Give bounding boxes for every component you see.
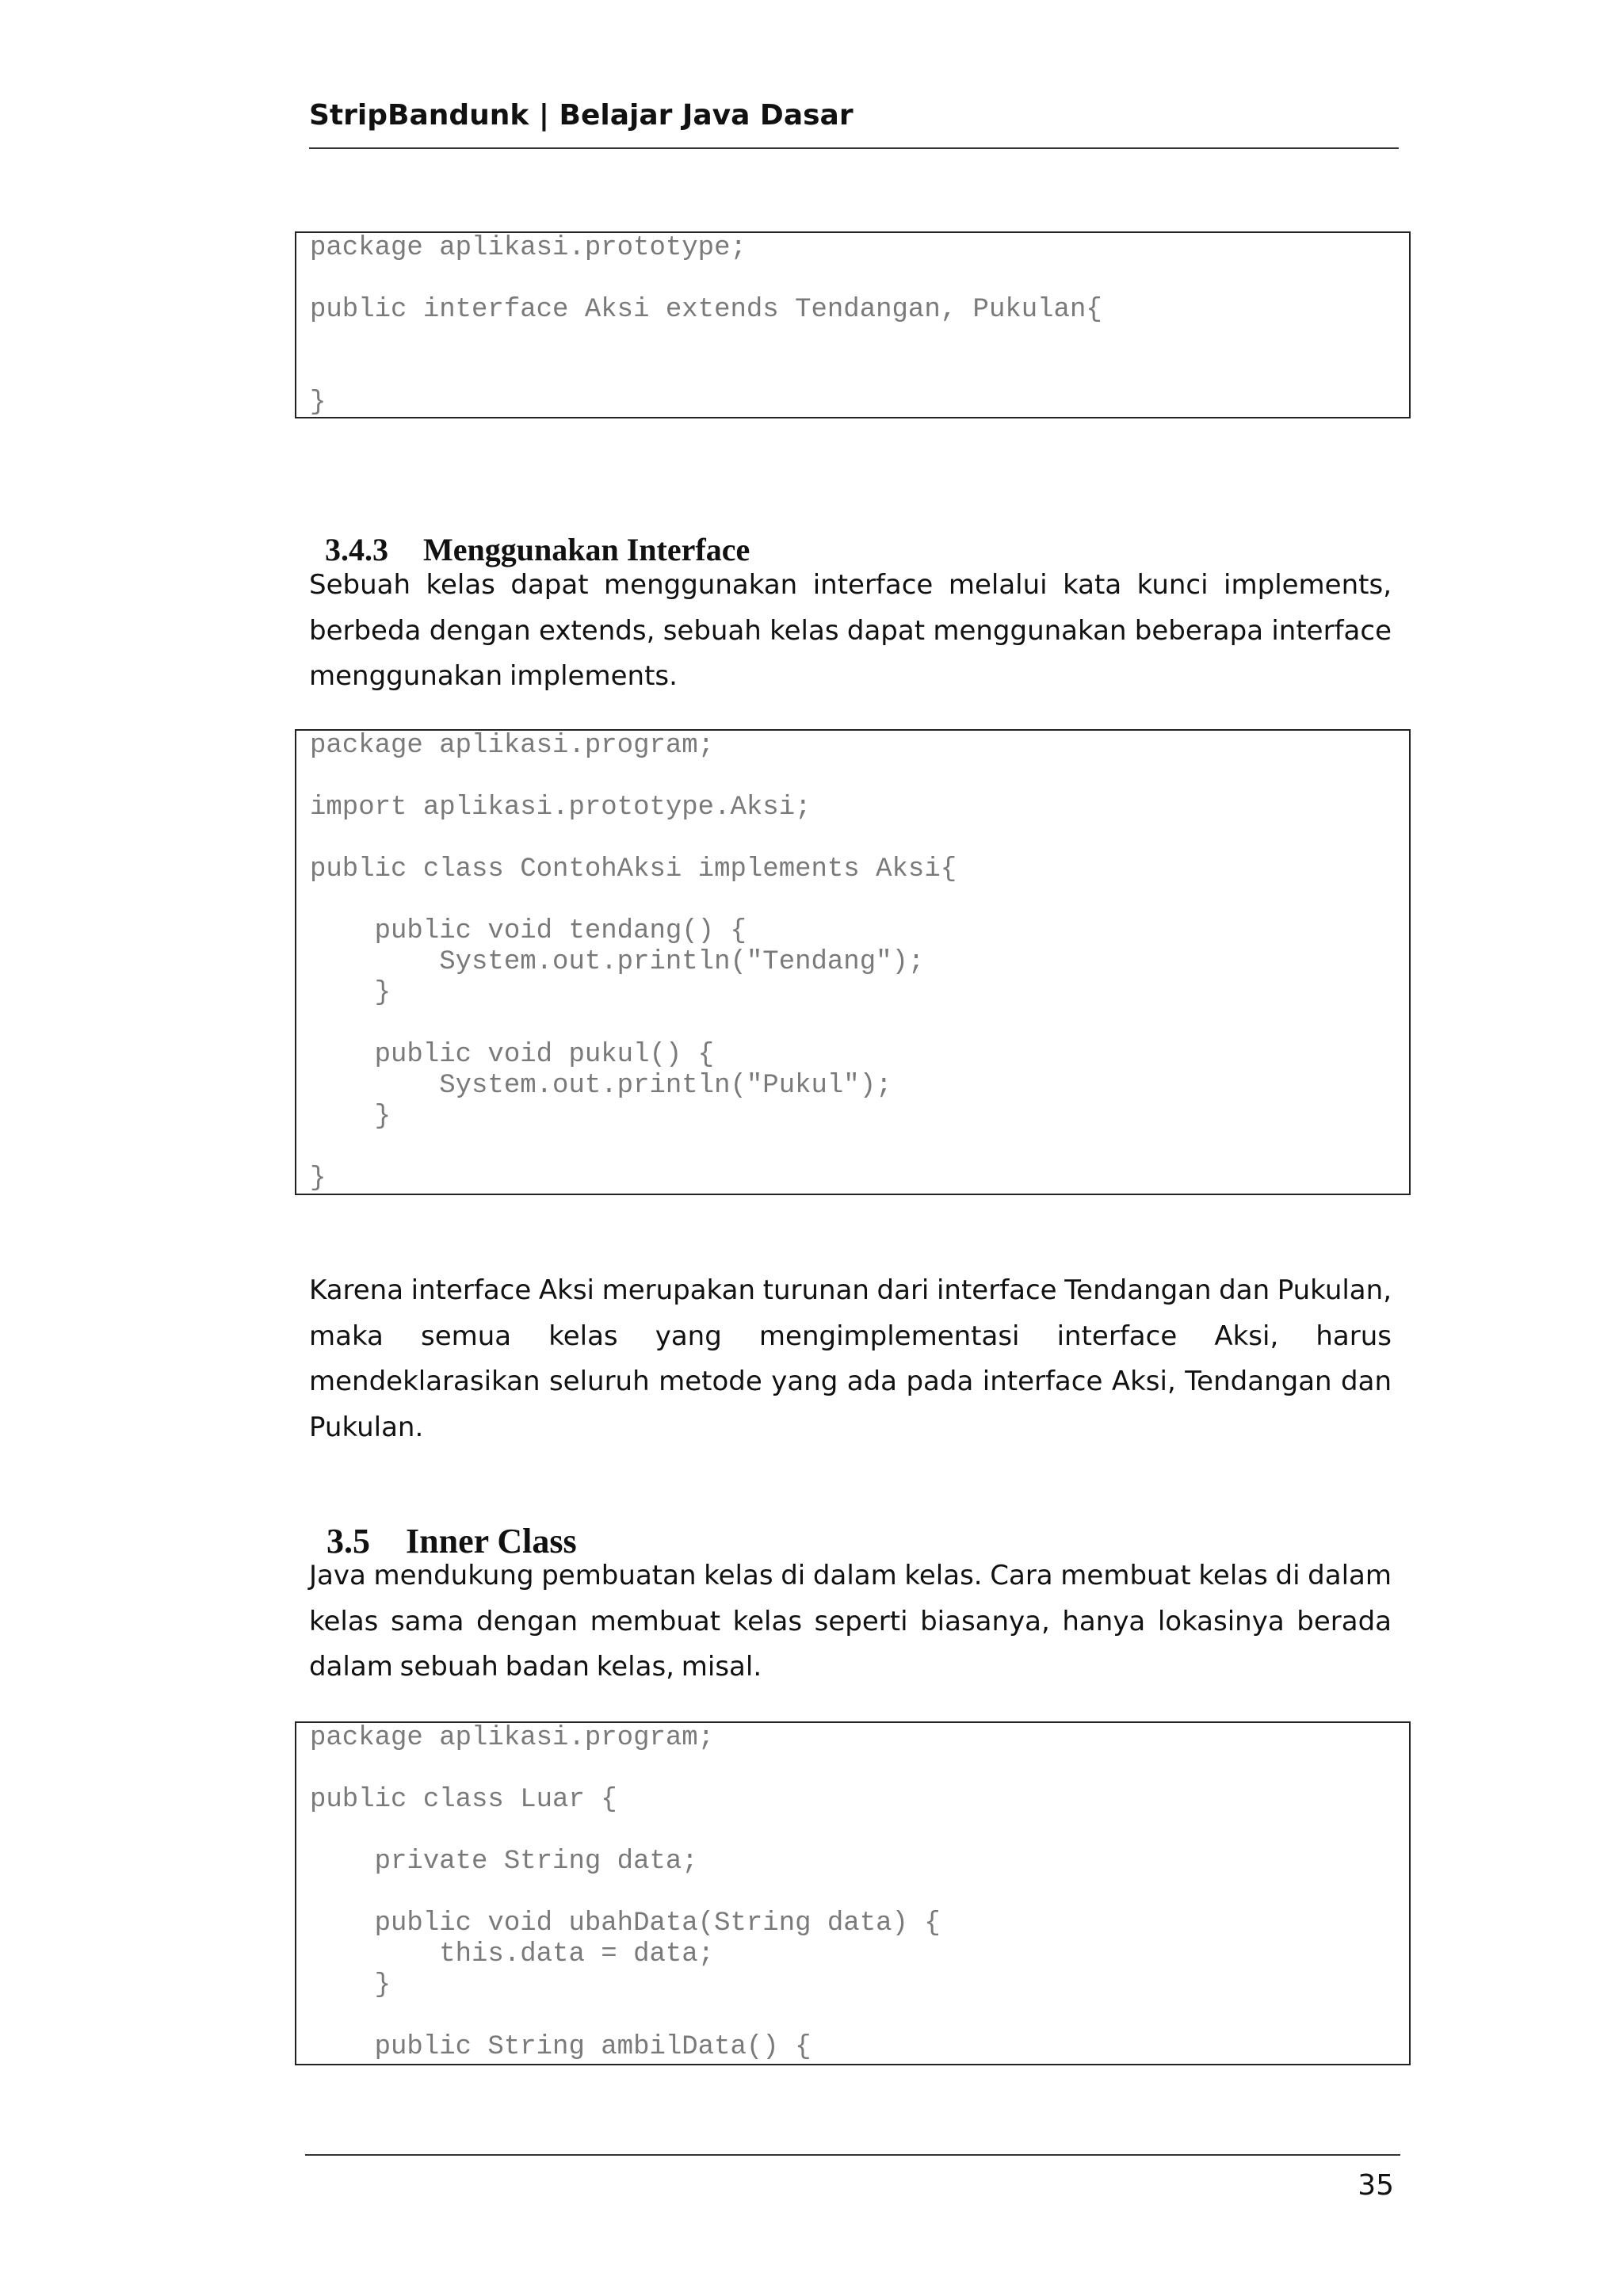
code-line (310, 357, 1409, 388)
body-paragraph-inner-class: Java mendukung pembuatan kelas di dalam kelas. Cara membuat kelas di dalam kelas sama dengan membuat kelas seperti biasanya, hanya lokasinya berada dalam sebuah badan kelas, misal. (309, 1560, 1392, 1683)
section-heading-3-5 (309, 1482, 577, 1561)
section-title: Inner Class (406, 1522, 577, 1561)
code-line (310, 1009, 1409, 1040)
section-number: 3.4.3 (325, 532, 388, 567)
code-line: public interface Aksi extends Tendangan, Pukulan{ (310, 295, 1102, 325)
page-number: 35 (1358, 2169, 1394, 2202)
code-line: public void tendang() { (310, 916, 747, 946)
code-line: } (310, 1102, 391, 1132)
code-line (310, 885, 1409, 916)
code-line (310, 1754, 1409, 1785)
code-line (310, 2001, 1409, 2032)
code-line: } (310, 978, 391, 1008)
code-block-contoh-aksi (295, 729, 1411, 1195)
body-paragraph-implements: Sebuah kelas dapat menggunakan interface melalui kata kunci implements, berbeda dengan extends, sebuah kelas dapat menggunakan beberapa interface menggunakan implements. (309, 569, 1392, 692)
code-line (310, 1816, 1409, 1847)
code-line (310, 823, 1409, 854)
code-line (310, 326, 1409, 357)
running-title: StripBandunk | Belajar Java Dasar (309, 99, 854, 132)
section-title: Menggunakan Interface (423, 532, 750, 567)
code-line: System.out.println("Pukul"); (310, 1071, 892, 1101)
code-block-luar (295, 1721, 1411, 2065)
code-line (310, 1133, 1409, 1163)
section-heading-3-4-3 (309, 495, 750, 568)
code-line (310, 762, 1409, 793)
page-header (309, 100, 1399, 149)
code-line: import aplikasi.prototype.Aksi; (310, 793, 812, 823)
code-line: package aplikasi.program; (310, 1723, 715, 1753)
code-content (296, 233, 1409, 418)
body-paragraph-karena: Karena interface Aksi merupakan turunan dari interface Tendangan dan Pukulan, maka semua kelas yang mengimplementasi interface Aksi, harus mendeklarasikan seluruh metode yang ada pada interface Aksi, Tendangan dan Pukulan. (309, 1274, 1392, 1443)
code-line: System.out.println("Tendang"); (310, 947, 925, 977)
code-line: private String data; (310, 1847, 698, 1877)
code-line (310, 1878, 1409, 1908)
code-line: } (310, 1970, 391, 2000)
code-line: package aplikasi.program; (310, 731, 715, 761)
code-line: public void pukul() { (310, 1040, 715, 1070)
code-line: public void ubahData(String data) { (310, 1908, 941, 1939)
code-content (296, 731, 1409, 1194)
code-line: } (310, 1163, 327, 1194)
code-line (310, 264, 1409, 295)
code-line: this.data = data; (310, 1939, 715, 1969)
page-footer (305, 2154, 1400, 2202)
code-line: package aplikasi.prototype; (310, 233, 747, 263)
code-line: public class ContohAksi implements Aksi{ (310, 854, 957, 884)
code-line: public class Luar { (310, 1785, 617, 1815)
section-number: 3.5 (327, 1522, 370, 1561)
code-line: public String ambilData() { (310, 2032, 812, 2062)
code-content (296, 1723, 1409, 2063)
code-block-interface-aksi (295, 231, 1411, 418)
code-line: } (310, 388, 327, 418)
